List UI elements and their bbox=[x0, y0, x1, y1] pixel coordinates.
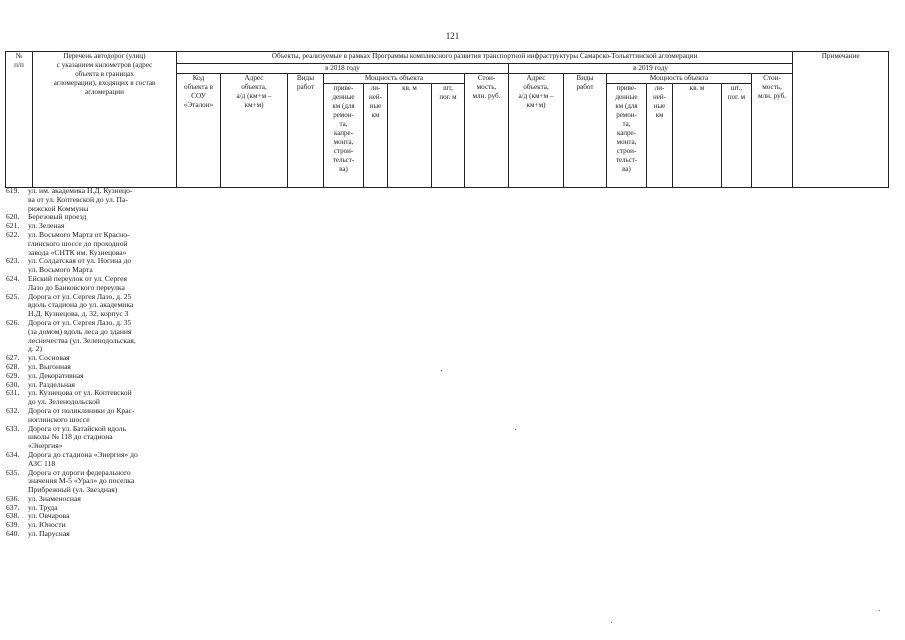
row-road-name: ул. Сосновая bbox=[28, 353, 70, 363]
row-number: 625. bbox=[6, 291, 20, 301]
header-cost-2018: Стои- мость, млн. руб. bbox=[465, 74, 509, 188]
row-road-name: ул. Восьмого Марта от Красно- глинского шоссе до проходной завода «СНТК им. Кузнецова» bbox=[28, 229, 130, 257]
list-item bbox=[6, 407, 176, 425]
list-item bbox=[6, 425, 176, 451]
row-number: 633. bbox=[6, 423, 20, 433]
row-number: 622. bbox=[6, 229, 20, 239]
row-number: 632. bbox=[6, 405, 20, 415]
row-number: 629. bbox=[6, 370, 20, 380]
list-item bbox=[6, 451, 176, 469]
row-number: 623. bbox=[6, 256, 20, 266]
list-item bbox=[6, 187, 176, 213]
row-number: 635. bbox=[6, 467, 20, 477]
cap-linear-2018: ли- ней- ные км bbox=[364, 84, 388, 188]
header-capacity-2018: Мощность объекта bbox=[324, 74, 465, 84]
cap-pcs-2019: шт., пог. м bbox=[722, 84, 752, 188]
list-item bbox=[6, 293, 176, 319]
header-group-title: Объекты, реализуемые в рамках Программы комплексного развития транспортной инфраструктуры Самарско-Тольяттинской агломерации bbox=[177, 52, 793, 64]
row-number: 637. bbox=[6, 502, 20, 512]
cap-pcs-2018: шт, пог. м bbox=[432, 84, 465, 188]
row-road-name: ул. Декоративная bbox=[28, 370, 84, 380]
row-road-name: Березовый проезд bbox=[28, 212, 87, 222]
row-number: 639. bbox=[6, 520, 20, 530]
header-year-2018: в 2018 году bbox=[177, 64, 509, 74]
list-item bbox=[6, 319, 176, 354]
row-number: 638. bbox=[6, 511, 20, 521]
row-road-name: ул. Труда bbox=[28, 502, 58, 512]
header-year-2019: в 2019 году bbox=[509, 64, 793, 74]
row-number: 628. bbox=[6, 361, 20, 371]
row-number: 621. bbox=[6, 221, 20, 231]
header-note: Примечание bbox=[793, 52, 889, 188]
header-roads: Перечень автодорог (улиц) с указанием километров (адрес объекта в границах агломерации), входящих в состав агломерации bbox=[33, 52, 177, 188]
row-road-name: ул. Раздельная bbox=[28, 379, 75, 389]
cap-reduced-2019: приве- денные км (для ремон- та, капре- монта, строи- тельст- ва) bbox=[607, 84, 647, 188]
row-number: 631. bbox=[6, 388, 20, 398]
row-road-name: ул. Кузнецова от ул. Коптевской до ул. Зеленодольской bbox=[28, 388, 132, 407]
row-road-name: ул. Парусная bbox=[28, 529, 70, 539]
row-number: 636. bbox=[6, 493, 20, 503]
list-item bbox=[6, 275, 176, 293]
header-num: № п/п bbox=[6, 52, 33, 188]
cap-sqm-2019: кв. м bbox=[673, 84, 722, 188]
header-address-2019: Адрес объекта, а/д (км+м – км+м) bbox=[509, 74, 564, 188]
header-works-2018: Виды работ bbox=[288, 74, 324, 188]
row-road-name: Дорога от дороги федерального значения М-5 «Урал» до поселка Прибрежный (ул. Звездная) bbox=[28, 467, 135, 495]
header-address-2018: Адрес объекта, а/д (км+м – км+м) bbox=[221, 74, 288, 188]
row-number: 630. bbox=[6, 379, 20, 389]
row-number: 640. bbox=[6, 529, 20, 539]
row-road-name: ул. Юности bbox=[28, 520, 66, 530]
row-road-name: Ейский переулок от ул. Сергея Лазо до Баиковского переулка bbox=[28, 273, 128, 292]
header-code: Код объекта в СОУ «Эталон» bbox=[177, 74, 221, 188]
row-number: 624. bbox=[6, 273, 20, 283]
row-road-name: ул. Зеленая bbox=[28, 221, 65, 231]
list-item bbox=[6, 469, 176, 495]
row-number: 634. bbox=[6, 449, 20, 459]
row-road-name: Дорога от ул. Сергея Лазо, д. 35 (за домом) вдоль леса до здания лесничества (ул. Зеленодольская, д. 2) bbox=[28, 317, 136, 354]
row-road-name: ул. им. академика Н.Д. Кузнецо- ва от ул. Коптевской до ул. Па- рижской Коммуны bbox=[28, 186, 133, 213]
header-works-2019: Виды работ bbox=[564, 74, 607, 188]
list-item bbox=[6, 231, 176, 257]
list-item bbox=[6, 389, 176, 407]
row-road-name: ул. Выгонная bbox=[28, 361, 71, 371]
scan-speck bbox=[879, 610, 880, 611]
row-road-name: ул. Знаменосная bbox=[28, 493, 81, 503]
header-capacity-2019: Мощность объекта bbox=[607, 74, 752, 84]
row-road-name: Дорога до стадиона «Энергия» до АЗС 118 bbox=[28, 449, 138, 468]
row-road-name: ул. Овчарова bbox=[28, 511, 70, 521]
row-number: 620. bbox=[6, 212, 20, 222]
header-table bbox=[5, 51, 889, 188]
row-road-name: Дорога от ул. Сергея Лазо, д. 25 вдоль стадиона до ул. академика Н.Д. Кузнецова, д. 32, корпус 3 bbox=[28, 291, 134, 319]
list-item bbox=[6, 530, 176, 539]
page-number: 121 bbox=[445, 31, 460, 41]
row-number: 627. bbox=[6, 353, 20, 363]
cap-reduced-2018: приве- денные км (для ремон- та, капре- монта, строи- тельст- ва) bbox=[324, 84, 364, 188]
header-cost-2019: Стои- мость, млн. руб. bbox=[752, 74, 793, 188]
scan-speck bbox=[515, 429, 516, 430]
row-number: 626. bbox=[6, 317, 20, 327]
cap-sqm-2018: кв. м bbox=[388, 84, 432, 188]
road-list bbox=[6, 187, 176, 539]
cap-linear-2019: ли- ней- ные км bbox=[647, 84, 673, 188]
row-road-name: ул. Солдатская от ул. Ногина до ул. Восьмого Марта bbox=[28, 256, 132, 275]
list-item bbox=[6, 257, 176, 275]
row-road-name: Дорога от ул. Батайской вдоль школы № 118 до стадиона «Энергия» bbox=[28, 423, 126, 451]
scan-speck bbox=[611, 622, 612, 623]
row-road-name: Дорога от поликлиники до Крас- ноглинского шоссе bbox=[28, 405, 135, 424]
row-number: 619. bbox=[6, 186, 20, 195]
scan-speck bbox=[441, 370, 442, 371]
